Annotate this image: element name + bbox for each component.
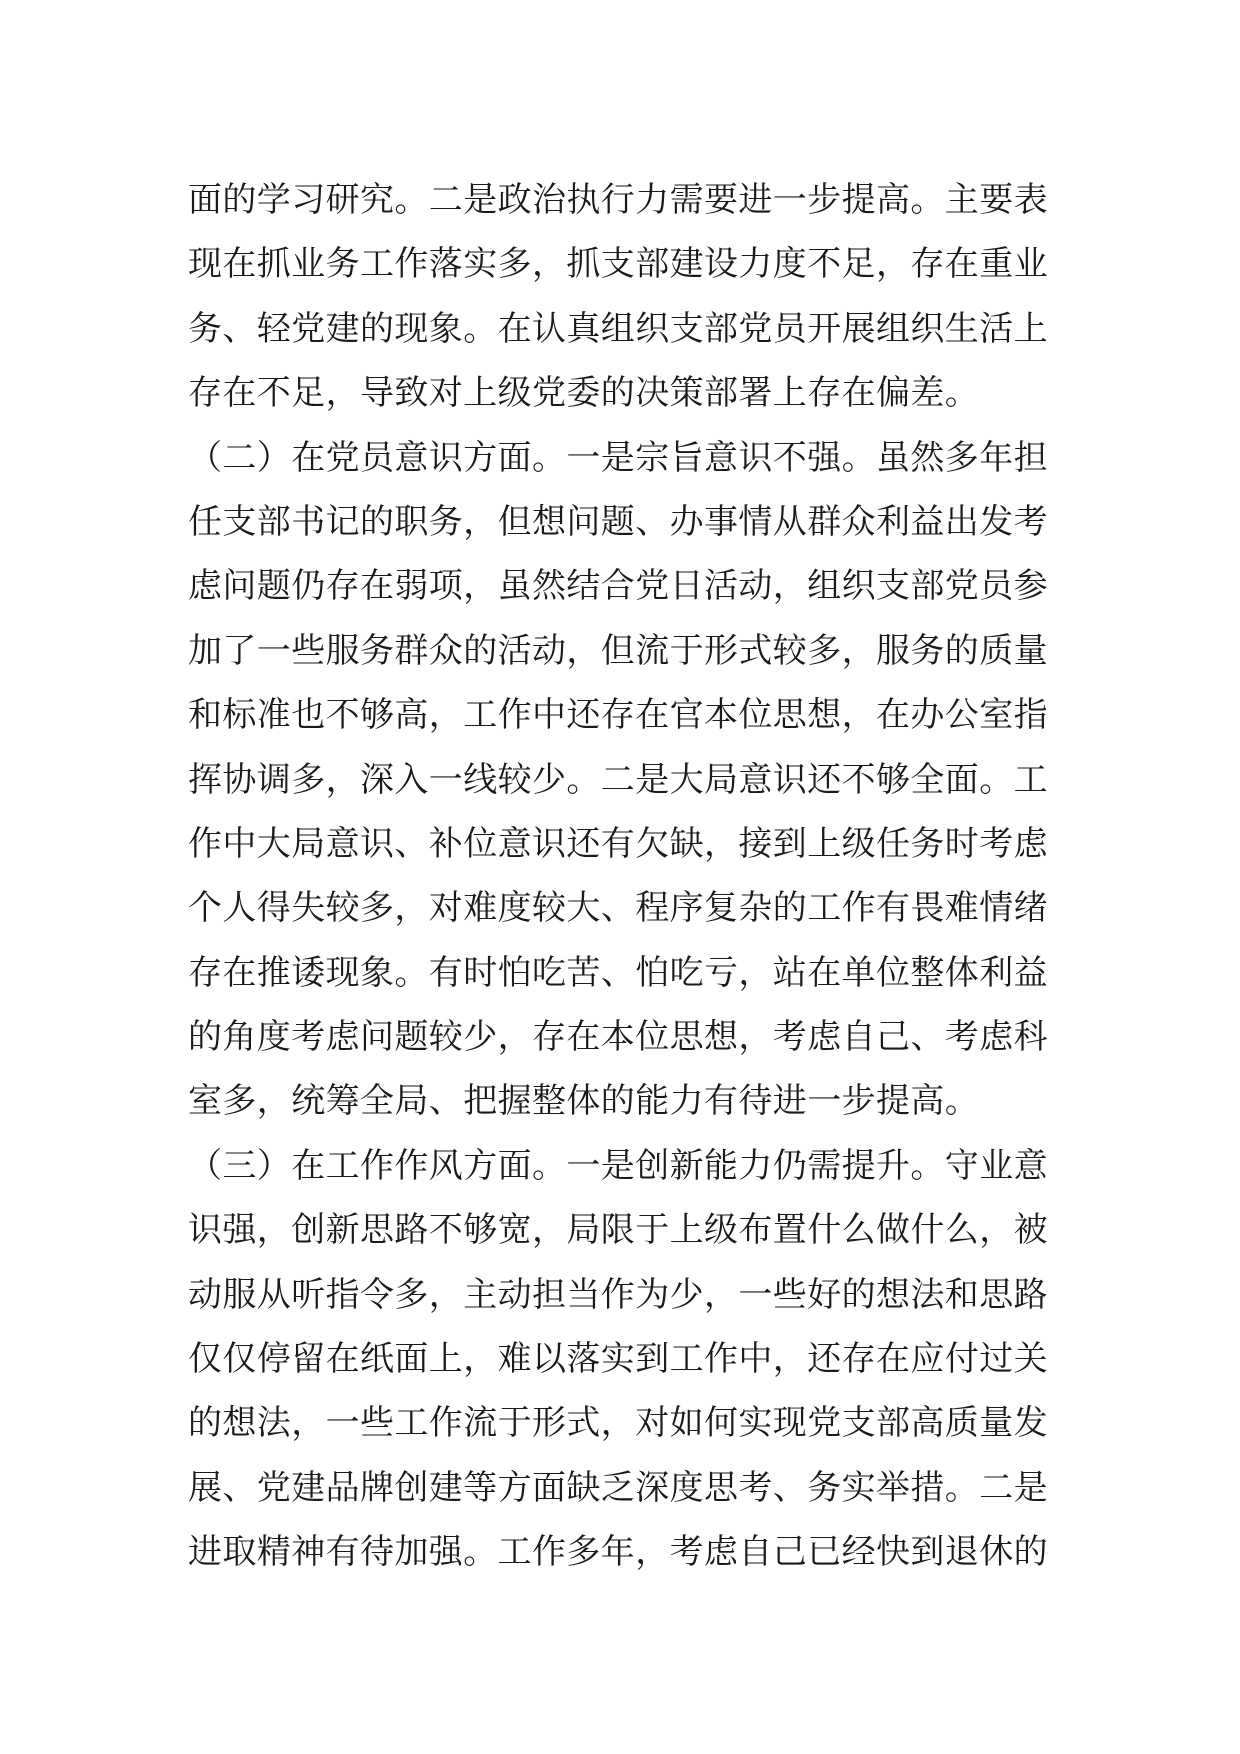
text-line: 识强，创新思路不够宽，局限于上级布置什么做什么，被: [188, 1210, 1048, 1251]
section-heading-line: （三）在工作作风方面。一是创新能力仍需提升。守业意: [188, 1145, 1048, 1186]
text-line: 的想法，一些工作流于形式，对如何实现党支部高质量发: [188, 1403, 1048, 1444]
text-line: 存在不足，导致对上级党委的决策部署上存在偏差。: [188, 373, 980, 414]
text-line: 的角度考虑问题较少，存在本位思想，考虑自己、考虑科: [188, 1017, 1048, 1058]
text-line: 现在抓业务工作落实多，抓支部建设力度不足，存在重业: [188, 244, 1048, 285]
text-line: 存在推诿现象。有时怕吃苦、怕吃亏，站在单位整体利益: [188, 952, 1048, 993]
text-line: 进取精神有待加强。工作多年，考虑自己已经快到退休的: [188, 1532, 1048, 1573]
text-line: 个人得失较多，对难度较大、程序复杂的工作有畏难情绪: [188, 888, 1048, 929]
text-line: 面的学习研究。二是政治执行力需要进一步提高。主要表: [188, 180, 1048, 220]
text-line: 务、轻党建的现象。在认真组织支部党员开展组织生活上: [188, 308, 1048, 349]
body-text: [188, 168, 1058, 1585]
text-line: 室多，统筹全局、把握整体的能力有待进一步提高。: [188, 1081, 980, 1122]
text-line: 和标准也不够高，工作中还存在官本位思想，在办公室指: [188, 695, 1048, 736]
text-line: 任支部书记的职务，但想问题、办事情从群众利益出发考: [188, 501, 1048, 542]
text-line: 挥协调多，深入一线较少。二是大局意识还不够全面。工: [188, 759, 1048, 800]
text-line: 加了一些服务群众的活动，但流于形式较多，服务的质量: [188, 630, 1048, 671]
text-line: 虑问题仍存在弱项，虽然结合党日活动，组织支部党员参: [188, 566, 1048, 607]
text-line: 展、党建品牌创建等方面缺乏深度思考、务实举措。二是: [188, 1467, 1048, 1508]
section-heading-line: （二）在党员意识方面。一是宗旨意识不强。虽然多年担: [188, 437, 1048, 478]
text-line: 仅仅停留在纸面上，难以落实到工作中，还存在应付过关: [188, 1339, 1048, 1380]
text-line: 动服从听指令多，主动担当作为少，一些好的想法和思路: [188, 1274, 1048, 1315]
text-line: 作中大局意识、补位意识还有欠缺，接到上级任务时考虑: [188, 823, 1048, 864]
